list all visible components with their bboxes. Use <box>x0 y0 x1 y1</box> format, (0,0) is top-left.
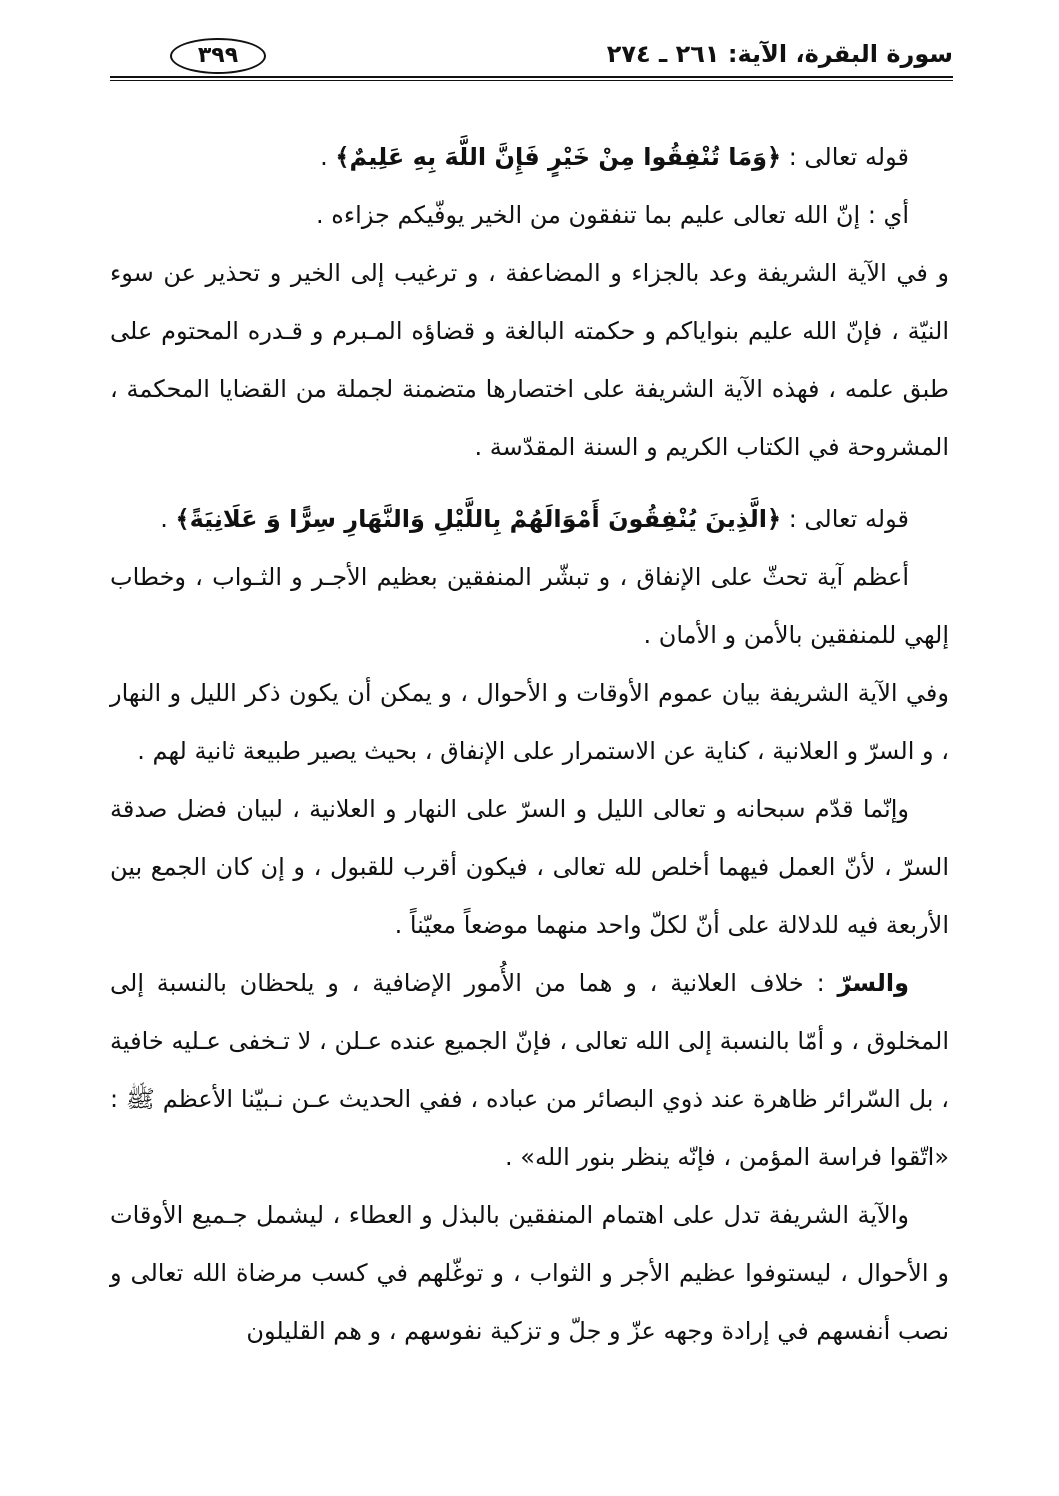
paragraph-definition <box>110 954 949 1186</box>
verse-end: . <box>320 143 336 171</box>
defined-term: والسرّ <box>837 969 909 997</box>
paragraph-commentary-4: والآية الشريفة تدل على اهتمام المنفقين بالبذل و العطاء ، ليشمل جـميع الأوقات و الأحوال ، ليستوفوا عظيم الأجر و الثواب ، و توغّلهم في كسب مرضاة الله تعالى و نصب أنفسهم في إرادة وجهه عزّ و جلّ و تزكية نفوسهم ، و هم القليلون <box>110 1201 949 1345</box>
paragraph-explanation-2: أعظم آية تحثّ على الإنفاق ، و تبشّر المنفقين بعظيم الأجـر و الثـواب ، وخطاب إلهي للمنفقين بالأمن و الأمان . <box>110 563 949 649</box>
paragraph-ayah-2 <box>110 490 949 548</box>
paragraph-ayah-1 <box>110 128 949 186</box>
paragraph-explanation-1: أي : إنّ الله تعالى عليم بما تنفقون من الخير يوفّيكم جزاءه . <box>316 201 909 229</box>
body-text <box>110 128 949 1360</box>
surah-reference: سورة البقرة، الآية: ٢٦١ ـ ٢٧٤ <box>606 40 953 68</box>
paragraph-commentary-2: وفي الآية الشريفة بيان عموم الأوقات و الأحوال ، و يمكن أن يكون ذكر الليل و النهار ، و السرّ و العلانية ، كناية عن الاستمرار على الإنفاق ، بحيث يصير طبيعة ثانية لهم . <box>110 679 949 765</box>
paragraph-commentary-1: و في الآية الشريفة وعد بالجزاء و المضاعفة ، و ترغيب إلى الخير و تحذير عن سوء النيّة ، فإنّ الله عليم بنواياكم و حكمته البالغة و قضاؤه المـبرم و قـدره المحتوم على طبق علمه ، فهذه الآية الشريفة على اختصارها متضمنة لجملة من القضايا المحكمة ، المشروحة في الكتاب الكريم و السنة المقدّسة . <box>110 259 949 461</box>
header-rule <box>110 76 953 78</box>
quran-verse: ﴿وَمَا تُنْفِقُوا مِنْ خَيْرٍ فَإِنَّ اللَّهَ بِهِ عَلِيمٌ﴾ <box>335 143 782 171</box>
running-header <box>110 38 953 78</box>
ayah-intro: قوله تعالى : <box>781 505 909 533</box>
ayah-intro: قوله تعالى : <box>781 143 909 171</box>
page-number: ٣٩٩ <box>170 38 266 74</box>
quran-verse: ﴿الَّذِينَ يُنْفِقُونَ أَمْوَالَهُمْ بِاللَّيْلِ وَالنَّهَارِ سِرًّا وَ عَلَانِيَةً﴾ <box>175 505 782 533</box>
paragraph-commentary-3: وإنّما قدّم سبحانه و تعالى الليل و السرّ على النهار و العلانية ، لبيان فضل صدقة السرّ ، لأنّ العمل فيهما أخلص لله تعالى ، فيكون أقرب للقبول ، و إن كان الجمع بين الأربعة فيه للدلالة على أنّ لكلّ واحد منهما موضعاً معيّناً . <box>110 795 949 939</box>
header-rule-thin <box>110 80 953 81</box>
definition-text: : خلاف العلانية ، و هما من الأُمور الإضافية ، و يلحظان بالنسبة إلى المخلوق ، و أمّا بالنسبة إلى الله تعالى ، فإنّ الجميع عنده عـلن ، لا تـخفى عـليه خافية ، بل السّرائر ظاهرة عند ذوي البصائر من عباده ، ففي الحديث عـن نـبيّنا الأعظم ﷺ : «اتّقوا فراسة المؤمن ، فإنّه ينظر بنور الله» . <box>110 969 949 1171</box>
verse-end: . <box>160 505 176 533</box>
